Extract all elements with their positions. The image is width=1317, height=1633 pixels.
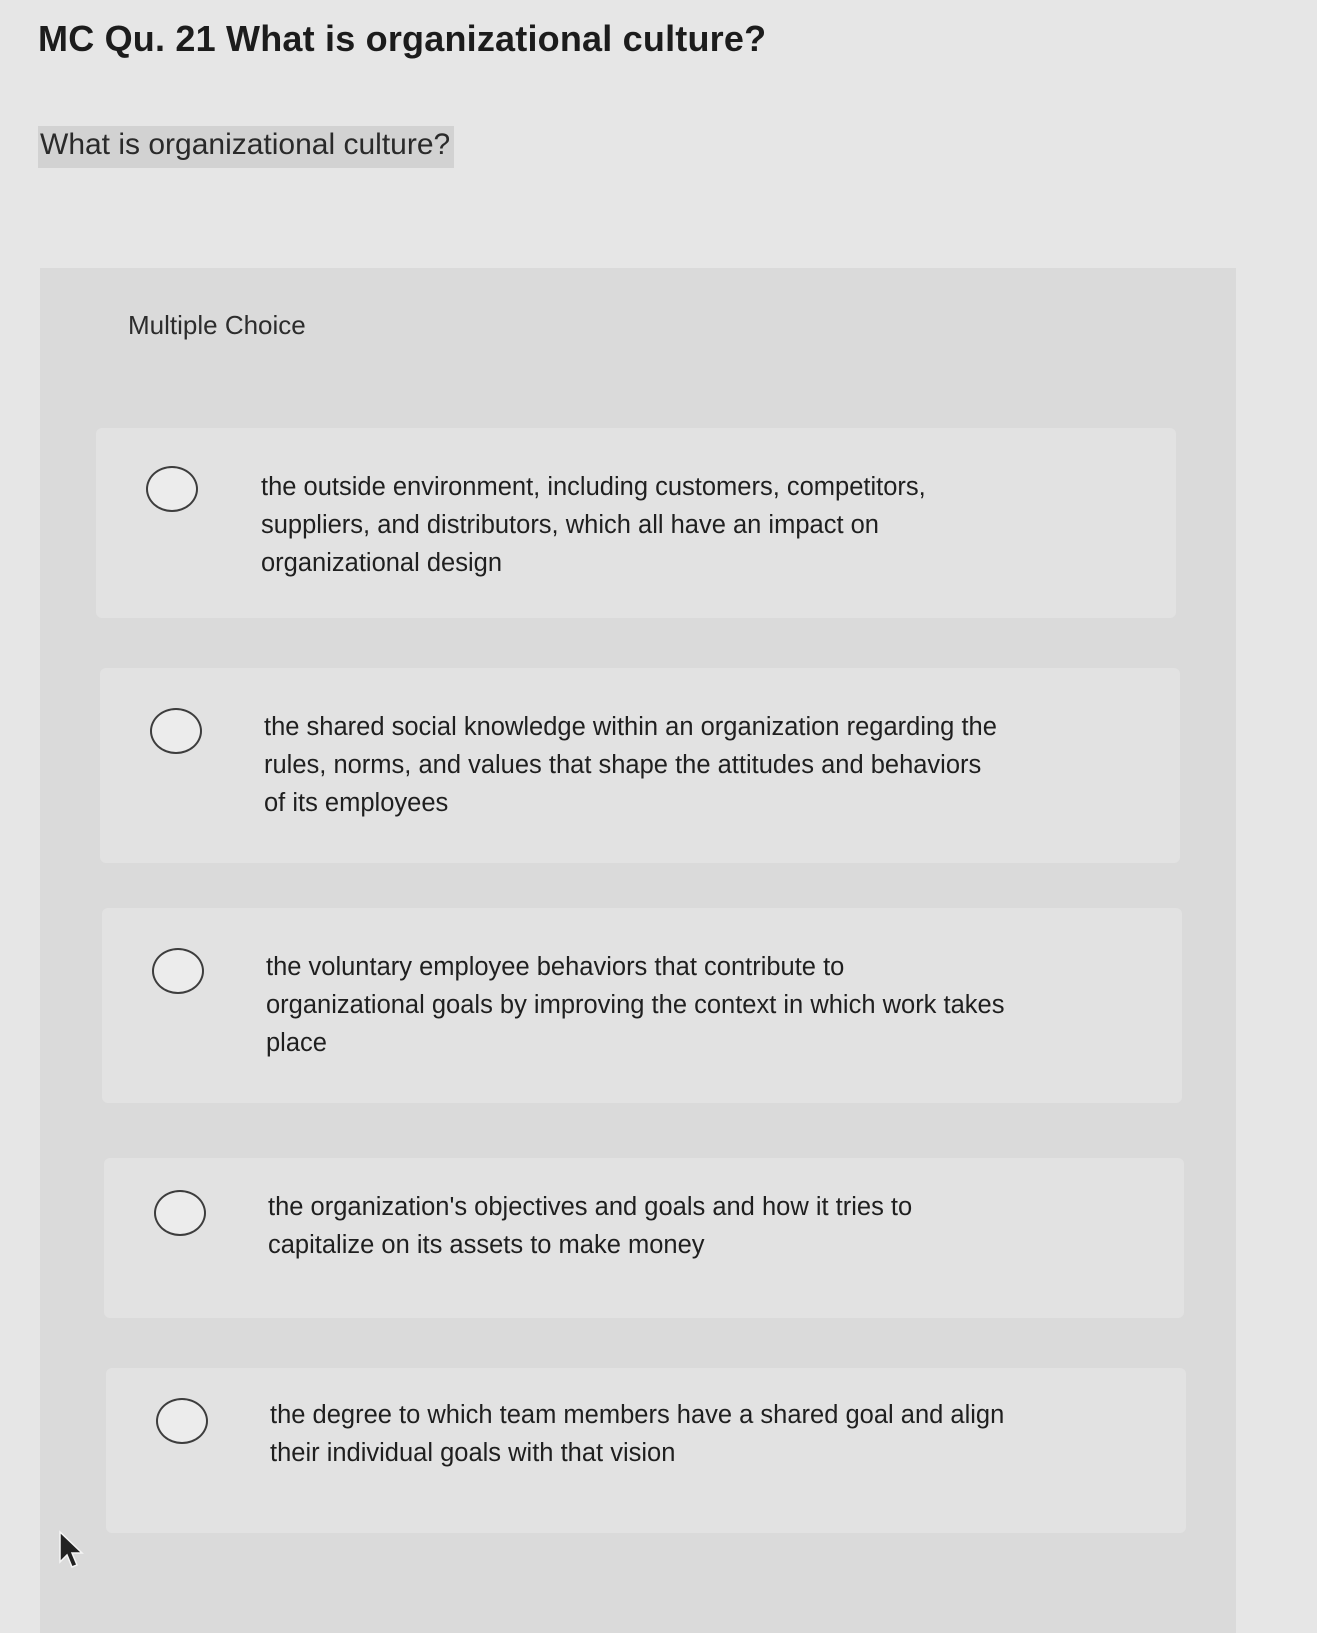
mouse-pointer-icon — [58, 1530, 86, 1570]
radio-button-icon[interactable] — [146, 466, 198, 512]
choice-label: the organization's objectives and goals and how it tries to capitalize on its assets to make money — [268, 1193, 913, 1259]
radio-button-icon[interactable] — [154, 1190, 206, 1236]
choice-option-2[interactable] — [100, 668, 1180, 863]
radio-button-icon[interactable] — [152, 948, 204, 994]
radio-button-icon[interactable] — [156, 1398, 208, 1444]
choice-label: the voluntary employee behaviors that contribute to organizational goals by improving the context in which work takes place — [266, 953, 1005, 1057]
radio-button-icon[interactable] — [150, 708, 202, 754]
page-title: MC Qu. 21 What is organizational culture? — [38, 18, 767, 59]
question-prompt: What is organizational culture? — [38, 126, 454, 168]
choice-option-1[interactable] — [96, 428, 1176, 618]
choice-option-4[interactable] — [104, 1158, 1184, 1318]
choice-option-3[interactable] — [102, 908, 1182, 1103]
multiple-choice-panel — [40, 268, 1236, 1633]
choice-label: the shared social knowledge within an organization regarding the rules, norms, and values that shape the attitudes and behaviors of its employees — [264, 713, 997, 817]
choice-option-5[interactable] — [106, 1368, 1186, 1533]
choice-label: the degree to which team members have a shared goal and align their individual goals with that vision — [270, 1401, 1005, 1467]
multiple-choice-label: Multiple Choice — [128, 310, 306, 340]
choice-label: the outside environment, including customers, competitors, suppliers, and distributors, which all have an impact on organizational design — [261, 473, 926, 577]
